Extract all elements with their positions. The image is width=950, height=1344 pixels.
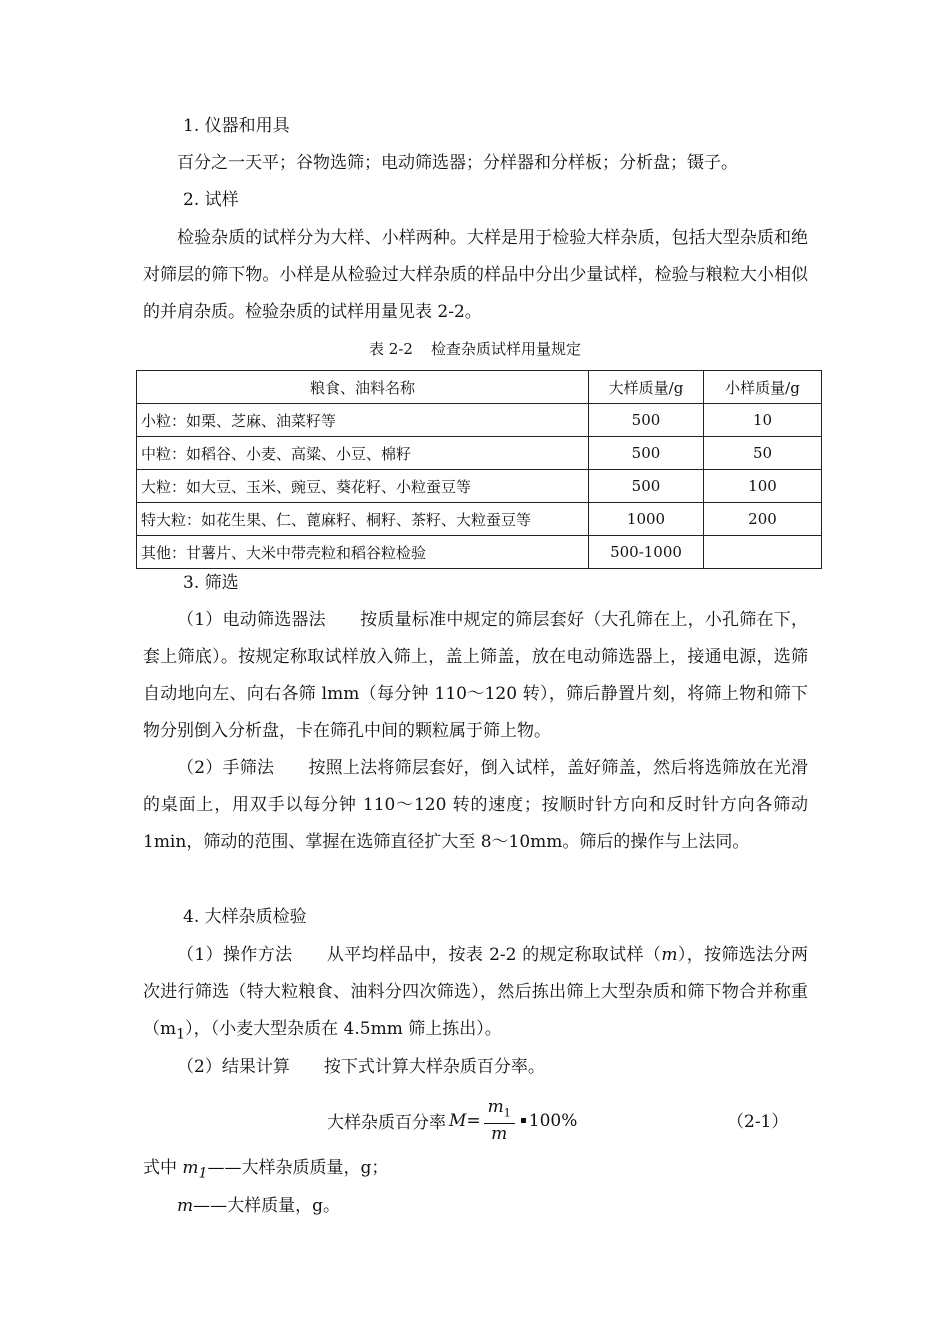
legend-var-m1: m [182, 1158, 199, 1178]
table-cell: 1000 [589, 503, 704, 536]
table-caption-number: 表 2-2 [369, 340, 413, 358]
table-cell: 500 [589, 470, 704, 503]
para-text: ），按筛选法分两次进行筛选（特大粒粮食、油料分四次筛选），然后拣出筛上大型杂质和筛下物合并称重（m [143, 945, 809, 1039]
formula-numerator: $m_1$ [484, 1097, 515, 1124]
table-cell: 50 [704, 437, 822, 470]
legend-desc: ——大样质量，g。 [193, 1196, 341, 1216]
legend-var-m: m [177, 1196, 194, 1216]
table-cell: 中粒：如稻谷、小麦、高粱、小豆、棉籽 [137, 437, 589, 470]
para-label: （1）电动筛选器法 [177, 610, 326, 630]
formula-denominator: m [491, 1124, 508, 1145]
table-cell: 大粒：如大豆、玉米、豌豆、葵花籽、小粒蚕豆等 [137, 470, 589, 503]
table-cell [704, 536, 822, 569]
section-2-title: 2. 试样 [183, 190, 239, 210]
formula-var-M: M [449, 1110, 467, 1131]
legend-m [143, 1188, 808, 1225]
para-label: （1）操作方法 [177, 945, 293, 965]
section-4-title: 4. 大样杂质检验 [183, 907, 307, 927]
table-row [137, 536, 822, 569]
para-label: （2）结果计算 [177, 1057, 290, 1077]
formula-percent: 100% [528, 1110, 578, 1131]
table-cell: 10 [704, 404, 822, 437]
para-text: 从平均样品中，按表 2-2 的规定称取试样（ [326, 945, 662, 965]
section-3-title: 3. 筛选 [183, 573, 239, 593]
section-1-text: 百分之一天平；谷物选筛；电动筛选器；分样器和分样板；分析盘；镊子。 [177, 153, 738, 173]
table-cell: 500 [589, 437, 704, 470]
legend-intro: 式中 [143, 1158, 177, 1178]
table-caption-title: 检查杂质试样用量规定 [430, 340, 581, 358]
table-cell: 其他：甘薯片、大米中带壳粒和稻谷粒检验 [137, 536, 589, 569]
legend-m1 [143, 1150, 808, 1192]
para-label: （2）手筛法 [177, 758, 275, 778]
table-cell: 500 [589, 404, 704, 437]
formula-lhs: 大样杂质百分率 [327, 1113, 446, 1134]
para-text: ），（小麦大型杂质在 4.5mm 筛上拣出）。 [185, 1019, 502, 1039]
table-row [137, 470, 822, 503]
table-cell: 小粒：如栗、芝麻、油菜籽等 [137, 404, 589, 437]
table-header-large-sample: 大样质量/g [589, 371, 704, 404]
section-3-para-1 [143, 602, 808, 750]
table-row [137, 503, 822, 536]
section-4-para-1 [143, 937, 808, 1053]
table-header-name: 粮食、油料名称 [137, 371, 589, 404]
para-text: 按质量标准中规定的筛层套好（大孔筛在上，小孔筛在下，套上筛底）。按规定称取试样放入筛上，盖上筛盖，放在电动筛选器上，接通电源，选筛自动地向左、向右各筛 lmm（每分钟 110～120 转），筛后静置片刻，将筛上物和筛下物分别倒入分析盘，卡在筛孔中间的颗粒属于筛上物。 [143, 610, 808, 741]
section-2-text: 检验杂质的试样分为大样、小样两种。大样是用于检验大样杂质，包括大型杂质和绝对筛层的筛下物。小样是从检验过大样杂质的样品中分出少量试样，检验与粮粒大小相似的并肩杂质。检验杂质的试样用量见表 2-2。 [143, 228, 808, 322]
formula-equals: = [466, 1110, 481, 1131]
table-caption [0, 338, 950, 359]
subscript: 1 [176, 1026, 186, 1043]
table-header-small-sample: 小样质量/g [704, 371, 822, 404]
sample-amount-table [136, 370, 822, 569]
section-3-para-2 [143, 750, 808, 861]
table-cell: 500-1000 [589, 536, 704, 569]
subscript: 1 [198, 1165, 208, 1182]
table-header-row [137, 371, 822, 404]
formula-number: （2-1） [727, 1112, 789, 1132]
table-cell: 100 [704, 470, 822, 503]
table-row [137, 437, 822, 470]
formula-2-1 [327, 1097, 577, 1144]
table-cell: 特大粒：如花生果、仁、蓖麻籽、桐籽、茶籽、大粒蚕豆等 [137, 503, 589, 536]
table-row [137, 404, 822, 437]
legend-desc: ——大样杂质质量，g； [207, 1158, 389, 1178]
section-1-title: 1. 仪器和用具 [183, 116, 290, 136]
para-text: 按下式计算大样杂质百分率。 [323, 1057, 545, 1077]
formula-fraction [484, 1097, 515, 1144]
var-m: m [661, 945, 678, 965]
para-text: 按照上法将筛层套好，倒入试样，盖好筛盖，然后将选筛放在光滑的桌面上，用双手以每分钟 110～120 转的速度；按顺时针方向和反时针方向各筛动 1min，筛动的范围、掌握在选筛直径扩大至 8～10mm。筛后的操作与上法同。 [143, 758, 808, 852]
table-cell: 200 [704, 503, 822, 536]
multiply-dot-icon [521, 1118, 526, 1123]
section-4-para-2 [143, 1049, 808, 1086]
